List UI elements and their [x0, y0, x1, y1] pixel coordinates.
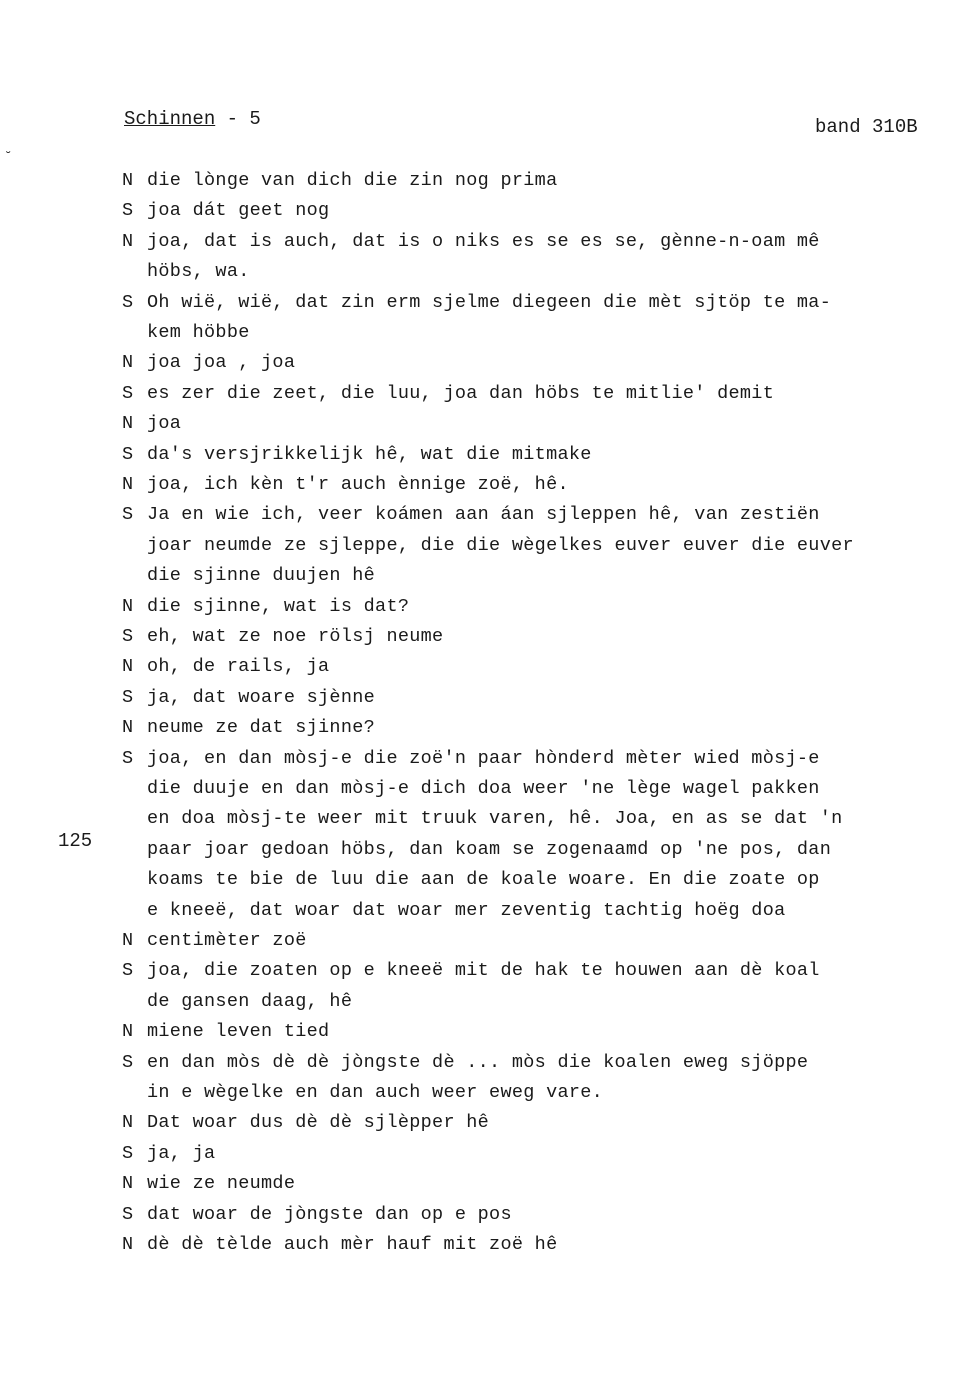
- transcript-line: [122, 231, 820, 252]
- page-header-title: [124, 108, 261, 130]
- utterance-text: paar joar gedoan höbs, dan koam se zogenaamd op 'ne pos, dan: [147, 838, 832, 860]
- page-number: - 5: [226, 108, 261, 130]
- utterance-text: die lònge van dich die zin nog prima: [147, 170, 558, 191]
- utterance-text: joa, die zoaten op e kneeë mit de hak te houwen aan dè koal: [147, 960, 820, 982]
- transcript-line: [122, 930, 307, 951]
- utterance-text: joa, dat is auch, dat is o niks es se es se, gènne-n-oam mê: [147, 230, 820, 252]
- utterance-text: miene leven tied: [147, 1021, 330, 1043]
- speaker-label: N: [122, 656, 134, 678]
- speaker-label: S: [122, 200, 134, 222]
- utterance-text: kem höbbe: [147, 322, 250, 343]
- speaker-label: S: [122, 1203, 134, 1225]
- utterance-text: en dan mòs dè dè jòngste dè ... mòs die koalen eweg sjöppe: [147, 1051, 809, 1073]
- utterance-text: de gansen daag, hê: [147, 990, 353, 1012]
- utterance-text: en doa mòsj-te weer mit truuk varen, hê. Joa, en as se dat 'n: [147, 808, 843, 830]
- transcript-line: [147, 1082, 603, 1103]
- transcript-line: [122, 1173, 295, 1194]
- transcript-line: [122, 687, 375, 708]
- transcript-line: [122, 1204, 512, 1225]
- utterance-text: dè dè tèlde auch mèr hauf mit zoë hê: [147, 1234, 558, 1255]
- transcript-line: [147, 322, 250, 343]
- speaker-label: N: [122, 352, 134, 374]
- speaker-label: N: [122, 1234, 134, 1255]
- transcript-line: [122, 1143, 215, 1164]
- speaker-label: S: [122, 443, 134, 465]
- speaker-label: N: [122, 170, 134, 191]
- utterance-text: joa: [147, 413, 182, 435]
- margin-mark: ˘: [4, 150, 13, 166]
- transcript-line: [147, 869, 820, 890]
- utterance-text: joa, en dan mòsj-e die zoë'n paar hònderd mèter wied mòsj-e: [147, 747, 820, 769]
- utterance-text: oh, de rails, ja: [147, 656, 330, 678]
- utterance-text: Oh wië, wië, dat zin erm sjelme diegeen die mèt sjtöp te ma-: [147, 291, 832, 313]
- transcript-line: [122, 1112, 489, 1133]
- utterance-text: die sjinne duujen hê: [147, 565, 376, 587]
- transcript-line: [122, 170, 557, 191]
- utterance-text: höbs, wa.: [147, 261, 250, 283]
- utterance-text: centimèter zoë: [147, 930, 307, 951]
- speaker-label: S: [122, 960, 134, 982]
- transcript-line: [122, 200, 329, 221]
- utterance-text: joa joa , joa: [147, 352, 296, 374]
- utterance-text: die sjinne, wat is dat?: [147, 595, 410, 617]
- utterance-text: joar neumde ze sjleppe, die die wègelkes euver euver die euver: [147, 534, 854, 556]
- transcript-line: [147, 900, 786, 921]
- speaker-label: N: [122, 717, 134, 739]
- transcript-line: [122, 748, 820, 769]
- transcript-line: [122, 292, 831, 313]
- utterance-text: neume ze dat sjinne?: [147, 717, 376, 739]
- transcript-line: [122, 1234, 557, 1255]
- transcript-line: [122, 1021, 329, 1042]
- utterance-text: eh, wat ze noe rölsj neume: [147, 626, 444, 647]
- transcript-line: [122, 383, 774, 404]
- speaker-label: S: [122, 382, 134, 404]
- margin-line-number: 125: [58, 830, 93, 852]
- utterance-text: joa dát geet nog: [147, 200, 330, 222]
- band-label: band 310B: [815, 116, 918, 138]
- transcript-line: [122, 444, 592, 465]
- transcript-line: [147, 839, 831, 860]
- utterance-text: Dat woar dus dè dè sjlèpper hê: [147, 1112, 490, 1134]
- utterance-text: wie ze neumde: [147, 1173, 296, 1195]
- utterance-text: e kneeë, dat woar dat woar mer zeventig tachtig hoëg doa: [147, 899, 786, 921]
- transcript-line: [122, 717, 375, 738]
- transcript-line: [122, 504, 820, 525]
- speaker-label: N: [122, 930, 134, 951]
- utterance-text: ja, dat woare sjènne: [147, 686, 376, 708]
- utterance-text: in e wègelke en dan auch weer eweg vare.: [147, 1082, 604, 1103]
- transcript-line: [122, 656, 329, 677]
- utterance-text: koams te bie de luu die aan de koale woare. En die zoate op: [147, 869, 820, 891]
- transcript-line: [147, 535, 854, 556]
- speaker-label: N: [122, 474, 134, 495]
- utterance-text: da's versjrikkelijk hê, wat die mitmake: [147, 443, 592, 465]
- utterance-text: ja, ja: [147, 1142, 216, 1164]
- speaker-label: S: [122, 504, 134, 526]
- speaker-label: N: [122, 230, 134, 252]
- speaker-label: S: [122, 626, 134, 647]
- speaker-label: N: [122, 413, 134, 435]
- transcript-line: [122, 413, 181, 434]
- transcript-line: [147, 565, 375, 586]
- transcript-line: [147, 778, 820, 799]
- utterance-text: die duuje en dan mòsj-e dich doa weer 'ne lège wagel pakken: [147, 778, 820, 799]
- speaker-label: N: [122, 1112, 134, 1134]
- speaker-label: N: [122, 1173, 134, 1195]
- transcript-line: [122, 596, 409, 617]
- speaker-label: N: [122, 595, 134, 617]
- transcript-line: [147, 261, 250, 282]
- speaker-label: S: [122, 686, 134, 708]
- transcript-line: [147, 991, 352, 1012]
- transcript-line: [122, 626, 443, 647]
- speaker-label: S: [122, 1142, 134, 1164]
- transcript-line: [147, 808, 843, 829]
- location-title: Schinnen: [124, 108, 216, 130]
- transcript-line: [122, 352, 295, 373]
- transcript-line: [122, 960, 820, 981]
- utterance-text: dat woar de jòngste dan op e pos: [147, 1203, 512, 1225]
- speaker-label: S: [122, 747, 134, 769]
- utterance-text: joa, ich kèn t'r auch ènnige zoë, hê.: [147, 474, 569, 495]
- utterance-text: Ja en wie ich, veer koámen aan áan sjleppen hê, van zestiën: [147, 504, 820, 526]
- utterance-text: es zer die zeet, die luu, joa dan höbs te mitlie' demit: [147, 382, 775, 404]
- transcript-line: [122, 474, 569, 495]
- speaker-label: S: [122, 291, 134, 313]
- speaker-label: S: [122, 1051, 134, 1073]
- speaker-label: N: [122, 1021, 134, 1043]
- transcript-line: [122, 1052, 808, 1073]
